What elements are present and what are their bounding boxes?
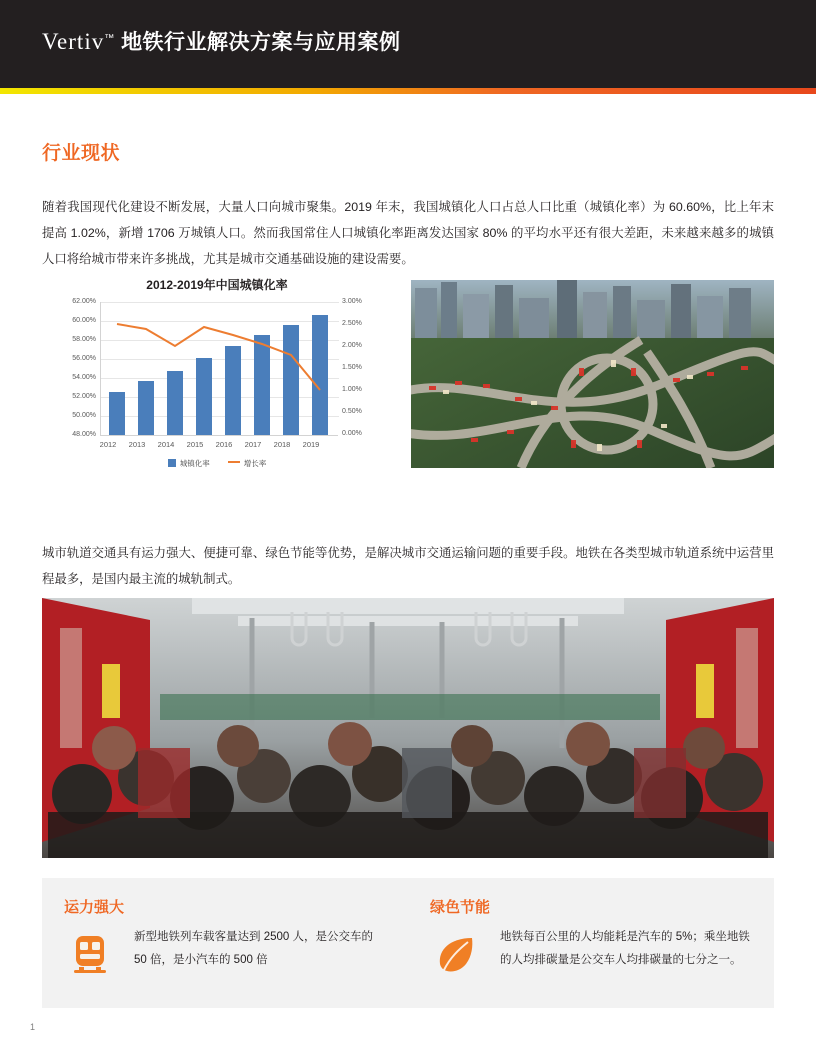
chart-xtick: 2016: [215, 440, 233, 449]
chart-ytick-right: 1.00%: [342, 386, 362, 393]
chart-ytick-right: 1.50%: [342, 364, 362, 371]
legend-swatch-icon: [168, 459, 176, 467]
feature-capacity-title: 运力强大: [64, 899, 125, 916]
chart-ytick-left: 52.00%: [72, 393, 96, 400]
chart-ytick-left: 60.00%: [72, 317, 96, 324]
chart-ytick-right: 0.00%: [342, 430, 362, 437]
chart-xtick: 2019: [302, 440, 320, 449]
feature-green-text: 地铁每百公里的人均能耗是汽车的 5%；乘坐地铁的人均排碳量是公交车人均排碳量的七分之一。: [500, 931, 750, 966]
photo-metro-interior: [42, 598, 774, 858]
chart-plot-area: [100, 302, 338, 436]
chart-xtick: 2017: [244, 440, 262, 449]
section-heading: 行业现状: [42, 143, 121, 164]
chart-ytick-left: 50.00%: [72, 412, 96, 419]
feature-band: [42, 878, 774, 1008]
urbanization-chart: [52, 276, 382, 481]
chart-xtick: 2018: [273, 440, 291, 449]
photo-city-traffic: [411, 280, 774, 468]
legend-label: 城镇化率: [179, 459, 210, 468]
chart-xtick: 2012: [99, 440, 117, 449]
chart-xtick: 2013: [128, 440, 146, 449]
document-title: 地铁行业解决方案与应用案例: [121, 31, 401, 54]
chart-ytick-right: 2.50%: [342, 320, 362, 327]
chart-legend: [52, 458, 382, 469]
trademark-symbol: ™: [104, 33, 115, 44]
metro-train-icon: [68, 932, 112, 976]
legend-line-icon: [228, 461, 240, 463]
page-title: [42, 26, 401, 56]
photo-city-traffic-graphic: [411, 280, 774, 468]
feature-capacity-text: 新型地铁列车载客量达到 2500 人，是公交车的 50 倍，是小汽车的 500 倍: [134, 931, 373, 966]
chart-line-series: [101, 302, 339, 435]
chart-ytick-left: 48.00%: [72, 431, 96, 438]
brand-name: Vertiv: [42, 29, 105, 54]
legend-item-bar: [168, 458, 210, 469]
chart-title: 2012-2019年中国城镇化率: [146, 278, 288, 292]
chart-ytick-right: 0.50%: [342, 408, 362, 415]
chart-ytick-left: 62.00%: [72, 298, 96, 305]
chart-xtick: 2014: [157, 440, 175, 449]
paragraph-rail-transit: 城市轨道交通具有运力强大、便捷可靠、绿色节能等优势，是解决城市交通运输问题的重要手段。地铁在各类型城市轨道系统中运营里程最多，是国内最主流的城轨制式。: [42, 546, 774, 586]
legend-item-line: [228, 458, 267, 469]
feature-green: [408, 878, 774, 1008]
leaf-icon: [434, 932, 478, 976]
legend-label: 增长率: [243, 459, 267, 468]
chart-xtick: 2015: [186, 440, 204, 449]
chart-ytick-left: 54.00%: [72, 374, 96, 381]
gradient-divider: [0, 88, 816, 94]
chart-ytick-right: 3.00%: [342, 298, 362, 305]
feature-green-title: 绿色节能: [430, 899, 491, 916]
photo-metro-interior-graphic: [42, 598, 774, 858]
page-number: 1: [30, 1022, 36, 1032]
chart-ytick-right: 2.00%: [342, 342, 362, 349]
paragraph-industry-status: 随着我国现代化建设不断发展，大量人口向城市聚集。2019 年末，我国城镇化人口占总人口比重（城镇化率）为 60.60%，比上年末提高 1.02%，新增 1706 万城镇人口。然而我国常住人口城镇化率距离发达国家 80% 的平均水平还有很大差距，未来越来越多的城镇人口将给城市带来许多挑战，尤其是城市交通基础设施的建设需要。: [42, 200, 774, 266]
feature-capacity: [42, 878, 408, 1008]
chart-ytick-left: 56.00%: [72, 355, 96, 362]
chart-ytick-left: 58.00%: [72, 336, 96, 343]
